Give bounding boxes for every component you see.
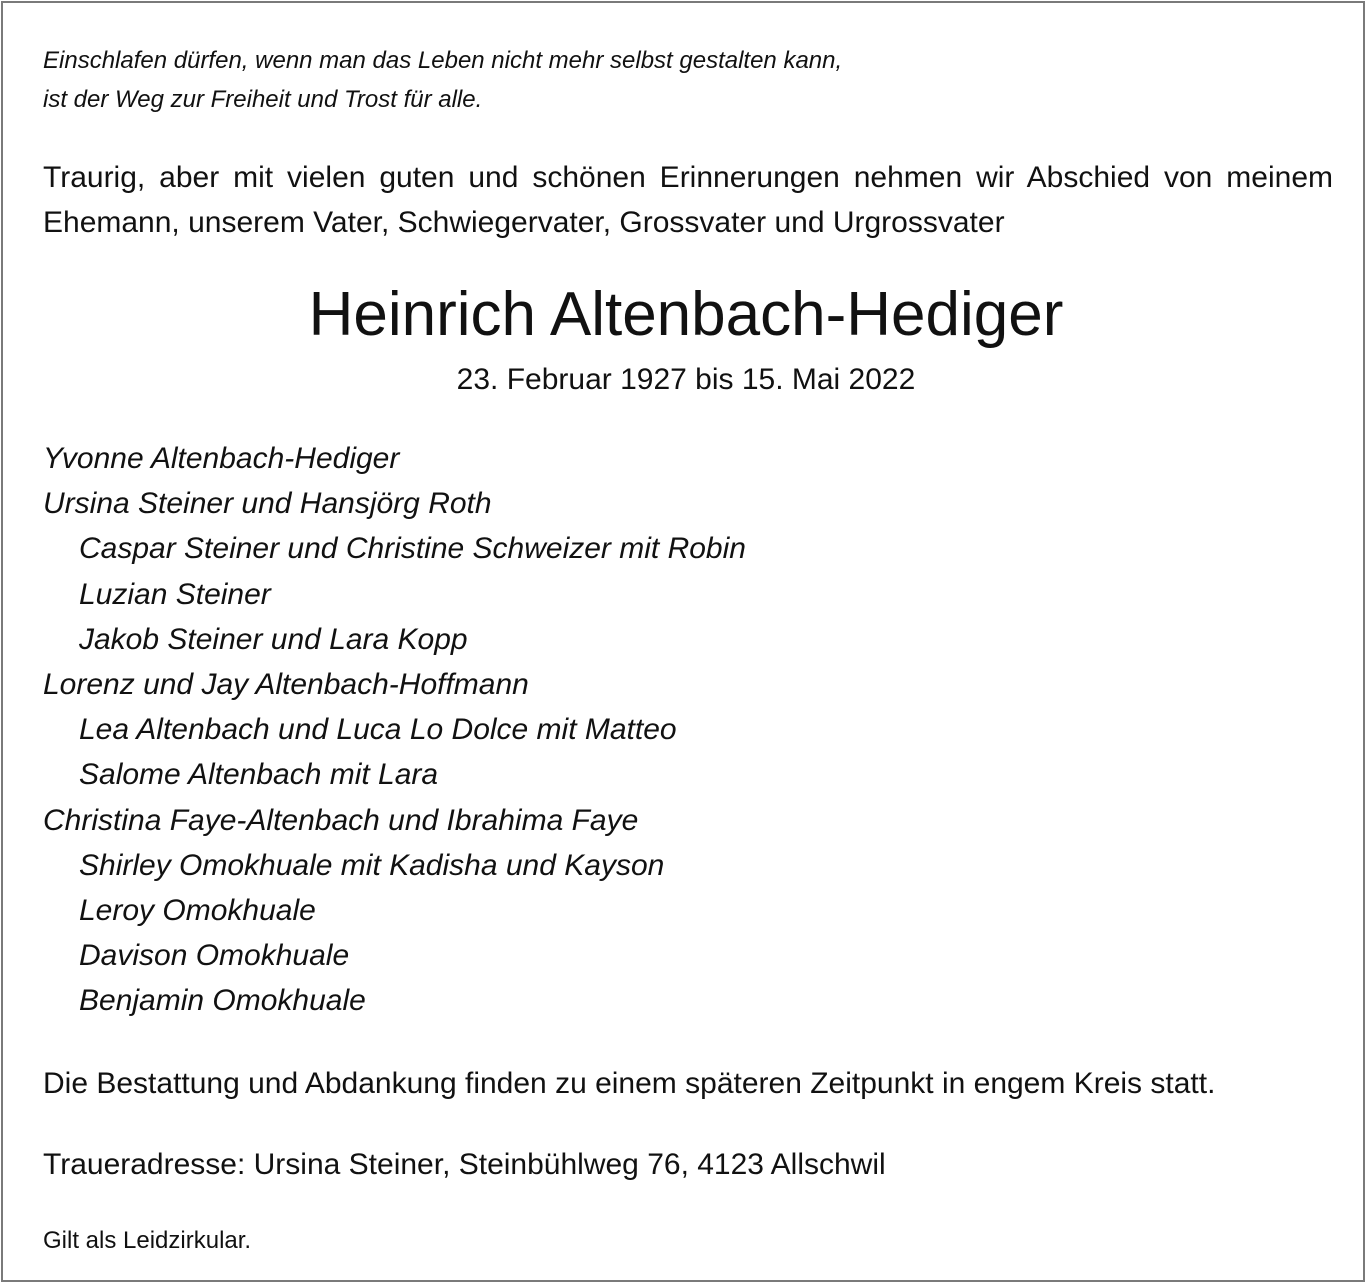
family-list [43, 436, 746, 1024]
family-member: Jakob Steiner und Lara Kopp [79, 622, 468, 656]
motto-quote [43, 41, 842, 119]
intro-text: Traurig, aber mit vielen guten und schönen Erinnerungen nehmen wir Abschied von meinem Ehemann, unserem Vater, Schwiegervater, Grossvater und Urgrossvater [43, 161, 1333, 239]
family-member: Salome Altenbach mit Lara [79, 758, 439, 792]
obituary-frame [1, 1, 1365, 1282]
motto-line: ist der Weg zur Freiheit und Trost für alle. [43, 86, 483, 113]
family-member: Caspar Steiner und Christine Schweizer mit Robin [79, 532, 746, 566]
motto-line: Einschlafen dürfen, wenn man das Leben nicht mehr selbst gestalten kann, [43, 47, 843, 74]
family-member: Yvonne Altenbach-Hediger [43, 442, 400, 475]
family-member: Lea Altenbach und Luca Lo Dolce mit Matteo [79, 713, 677, 747]
circular-note: Gilt als Leidzirkular. [43, 1227, 252, 1254]
family-member: Benjamin Omokhuale [79, 984, 366, 1018]
funeral-notice: Die Bestattung und Abdankung finden zu einem späteren Zeitpunkt in engem Kreis statt. [43, 1067, 1216, 1100]
family-member: Luzian Steiner [79, 577, 271, 611]
family-member: Lorenz und Jay Altenbach-Hoffmann [43, 668, 529, 702]
family-member: Leroy Omokhuale [79, 894, 316, 928]
deceased-dates: 23. Februar 1927 bis 15. Mai 2022 [456, 363, 916, 396]
family-member: Davison Omokhuale [79, 939, 350, 973]
family-member: Ursina Steiner und Hansjörg Roth [43, 487, 492, 521]
deceased-name: Heinrich Altenbach-Hediger [308, 280, 1064, 349]
family-member: Christina Faye-Altenbach und Ibrahima Faye [43, 803, 639, 837]
mourning-address: Traueradresse: Ursina Steiner, Steinbühlweg 76, 4123 Allschwil [43, 1148, 886, 1181]
family-member: Shirley Omokhuale mit Kadisha und Kayson [79, 848, 665, 882]
